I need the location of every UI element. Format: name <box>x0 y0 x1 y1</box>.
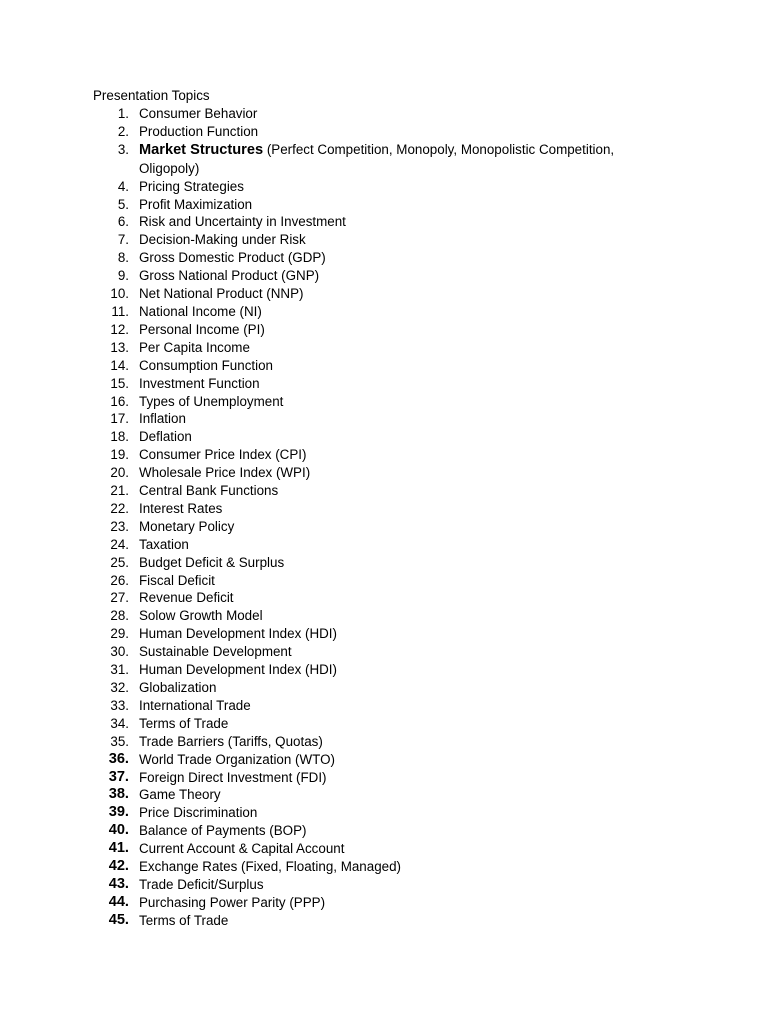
list-item-number: 39. <box>108 804 129 821</box>
list-item <box>0 357 768 375</box>
list-item-text-wrap <box>139 804 659 822</box>
list-item-number: 31. <box>110 662 129 678</box>
list-item-number: 30. <box>110 644 129 660</box>
list-item-text: (Perfect Competition, Monopoly, Monopolistic Competition, Oligopoly) <box>139 141 615 176</box>
list-item-number: 5. <box>117 196 129 212</box>
list-item-number: 8. <box>117 250 129 266</box>
list-item-text-wrap <box>139 607 659 625</box>
list-item <box>0 554 768 572</box>
list-item-text-wrap <box>139 357 659 375</box>
list-item-emphasis: Market Structures <box>139 141 264 158</box>
list-item-text-wrap <box>139 786 659 804</box>
list-item-text-wrap <box>139 697 659 715</box>
list-item <box>0 607 768 625</box>
list-item-text-wrap <box>139 661 659 679</box>
list-item-number: 36. <box>108 750 129 767</box>
list-item-text: Game Theory <box>139 787 221 803</box>
list-item-text-wrap <box>139 285 659 303</box>
list-item <box>0 536 768 554</box>
list-item-number: 41. <box>108 840 129 857</box>
list-item-text: Sustainable Development <box>139 644 292 660</box>
list-item-text-wrap <box>139 196 659 214</box>
list-item-number: 28. <box>110 608 129 624</box>
list-item-text: National Income (NI) <box>139 303 262 319</box>
list-item-text: Risk and Uncertainty in Investment <box>139 214 346 230</box>
list-item-text: Fiscal Deficit <box>139 572 215 588</box>
list-item <box>0 751 768 769</box>
list-item-text: Per Capita Income <box>139 339 250 355</box>
list-item-number: 12. <box>110 321 129 337</box>
list-item-text-wrap <box>139 267 659 285</box>
list-item-number: 20. <box>110 465 129 481</box>
list-item-text-wrap <box>139 572 659 590</box>
list-item-number: 35. <box>110 733 129 749</box>
list-item-text: Globalization <box>139 680 217 695</box>
list-item-text: Terms of Trade <box>139 912 229 928</box>
list-item <box>0 715 768 733</box>
list-item-text: Terms of Trade <box>139 715 229 731</box>
list-item-text: Central Bank Functions <box>139 483 279 499</box>
list-item-text: International Trade <box>139 697 251 713</box>
list-item <box>0 375 768 393</box>
list-item-text-wrap <box>139 393 659 411</box>
list-item <box>0 321 768 339</box>
list-item-number: 13. <box>110 339 129 355</box>
list-item <box>0 178 768 196</box>
list-item-text-wrap <box>139 643 659 661</box>
list-item-text: Wholesale Price Index (WPI) <box>139 465 311 481</box>
list-item-text-wrap <box>139 589 659 607</box>
list-item-text-wrap <box>139 482 659 500</box>
list-item-number: 23. <box>110 518 129 534</box>
list-item-text: Pricing Strategies <box>139 178 244 194</box>
list-item <box>0 410 768 428</box>
list-item-text: Revenue Deficit <box>139 590 234 606</box>
list-item-number: 40. <box>108 822 129 839</box>
list-item-text: Decision-Making under Risk <box>139 232 306 248</box>
list-item-number: 38. <box>108 786 129 803</box>
list-item <box>0 589 768 607</box>
list-item-text-wrap <box>139 876 659 894</box>
list-item-number: 42. <box>108 858 129 875</box>
list-item <box>0 303 768 321</box>
list-item <box>0 105 768 123</box>
list-item-text-wrap <box>139 894 659 912</box>
list-item-text: Interest Rates <box>139 500 223 516</box>
list-item-text: Purchasing Power Parity (PPP) <box>139 894 326 910</box>
list-item <box>0 500 768 518</box>
document-heading: Presentation Topics <box>93 88 210 103</box>
list-item-number: 25. <box>110 554 129 570</box>
list-item <box>0 697 768 715</box>
list-item-number: 44. <box>108 893 129 910</box>
list-item-text: Investment Function <box>139 375 260 391</box>
list-item <box>0 249 768 267</box>
list-item <box>0 123 768 141</box>
list-item-number: 32. <box>110 680 129 695</box>
list-item-text: Deflation <box>139 429 192 445</box>
list-item <box>0 393 768 411</box>
list-item-text-wrap <box>139 715 659 733</box>
list-item <box>0 482 768 500</box>
list-item-number: 22. <box>110 500 129 516</box>
list-item-text: Solow Growth Model <box>139 608 263 624</box>
list-item-number: 7. <box>117 232 129 248</box>
list-item-number: 29. <box>110 626 129 642</box>
list-item-text-wrap <box>139 554 659 572</box>
list-item-text-wrap <box>139 769 659 787</box>
list-item-number: 17. <box>110 411 129 427</box>
list-item <box>0 572 768 590</box>
list-item-text-wrap <box>139 822 659 840</box>
list-item-text: Net National Product (NNP) <box>139 286 304 302</box>
list-item-text-wrap <box>139 321 659 339</box>
list-item <box>0 822 768 840</box>
list-item <box>0 804 768 822</box>
list-item <box>0 840 768 858</box>
list-item <box>0 446 768 464</box>
list-item <box>0 733 768 751</box>
list-item-text-wrap <box>139 536 659 554</box>
list-item-text-wrap <box>139 733 659 751</box>
list-item-number: 9. <box>117 268 129 284</box>
list-item-text-wrap <box>139 679 659 697</box>
list-item-number: 27. <box>110 590 129 606</box>
list-item-text-wrap <box>139 375 659 393</box>
list-item-text-wrap <box>139 303 659 321</box>
list-item-text: Price Discrimination <box>139 805 258 821</box>
list-item-text: Gross National Product (GNP) <box>139 268 320 284</box>
list-item-text: Profit Maximization <box>139 196 253 212</box>
list-item-number: 10. <box>110 286 129 302</box>
list-item-text: Foreign Direct Investment (FDI) <box>139 769 327 785</box>
list-item-number: 16. <box>110 393 129 409</box>
list-item-text-wrap <box>139 213 659 231</box>
list-item-text-wrap <box>139 518 659 536</box>
list-item <box>0 912 768 930</box>
list-item-text: Human Development Index (HDI) <box>139 662 337 678</box>
list-item <box>0 285 768 303</box>
list-item-number: 4. <box>117 178 129 194</box>
list-item-text: Personal Income (PI) <box>139 321 265 337</box>
list-item-text-wrap <box>139 231 659 249</box>
list-item-text-wrap <box>139 249 659 267</box>
list-item-text-wrap <box>139 751 659 769</box>
list-item <box>0 679 768 697</box>
list-item-text-wrap <box>139 339 659 357</box>
list-item-text: Human Development Index (HDI) <box>139 626 337 642</box>
list-item-number: 43. <box>108 875 129 892</box>
list-item-text-wrap <box>139 410 659 428</box>
list-item-number: 6. <box>117 214 129 230</box>
list-item-number: 45. <box>108 911 129 928</box>
list-item-text: Current Account & Capital Account <box>139 841 345 857</box>
list-item-number: 34. <box>110 715 129 731</box>
list-item-text-wrap <box>139 105 659 123</box>
list-item-text: World Trade Organization (WTO) <box>139 751 335 767</box>
list-item-text: Consumer Price Index (CPI) <box>139 447 307 463</box>
list-item-number: 11. <box>111 303 129 319</box>
list-item-text: Inflation <box>139 411 186 427</box>
list-item <box>0 769 768 787</box>
list-item <box>0 428 768 446</box>
list-item <box>0 661 768 679</box>
list-item-number: 33. <box>110 697 129 713</box>
list-item <box>0 339 768 357</box>
list-item-number: 1. <box>117 106 129 121</box>
list-item <box>0 876 768 894</box>
list-item-number: 15. <box>110 375 129 391</box>
list-item-number: 19. <box>110 447 129 463</box>
list-item <box>0 213 768 231</box>
list-item-number: 2. <box>117 123 129 139</box>
list-item-text: Consumer Behavior <box>139 106 258 121</box>
list-item <box>0 894 768 912</box>
list-item-number: 24. <box>110 536 129 552</box>
list-item-number: 26. <box>110 572 129 588</box>
list-item <box>0 267 768 285</box>
list-item <box>0 518 768 536</box>
list-item-text-wrap <box>139 178 659 196</box>
topic-list <box>0 105 768 930</box>
list-item-text: Trade Barriers (Tariffs, Quotas) <box>139 733 323 749</box>
list-item-text: Balance of Payments (BOP) <box>139 823 307 839</box>
list-item-text-wrap <box>139 840 659 858</box>
list-item-text: Types of Unemployment <box>139 393 284 409</box>
list-item-text: Trade Deficit/Surplus <box>139 876 264 892</box>
list-item-text-wrap <box>139 500 659 518</box>
list-item-text-wrap <box>139 625 659 643</box>
list-item-number: 3. <box>117 141 129 157</box>
list-item-text: Exchange Rates (Fixed, Floating, Managed) <box>139 859 402 875</box>
list-item-text-wrap <box>139 428 659 446</box>
list-item-text-wrap <box>139 912 659 930</box>
list-item-text-wrap <box>139 141 659 178</box>
list-item-text: Gross Domestic Product (GDP) <box>139 250 326 266</box>
list-item-text: Monetary Policy <box>139 518 235 534</box>
list-item-text: Taxation <box>139 536 189 552</box>
list-item-number: 21. <box>110 483 129 499</box>
list-item-text-wrap <box>139 464 659 482</box>
list-item-number: 37. <box>108 768 129 785</box>
list-item-text-wrap <box>139 858 659 876</box>
list-item-text: Production Function <box>139 123 259 139</box>
list-item <box>0 231 768 249</box>
list-item <box>0 625 768 643</box>
list-item <box>0 141 768 178</box>
list-item-text-wrap <box>139 446 659 464</box>
list-item <box>0 858 768 876</box>
list-item <box>0 464 768 482</box>
list-item-text: Budget Deficit & Surplus <box>139 554 285 570</box>
list-item-number: 18. <box>110 429 129 445</box>
list-item <box>0 643 768 661</box>
list-item-text-wrap <box>139 123 659 141</box>
list-item <box>0 786 768 804</box>
list-item-text: Consumption Function <box>139 357 273 373</box>
list-item-number: 14. <box>110 357 129 373</box>
list-item <box>0 196 768 214</box>
